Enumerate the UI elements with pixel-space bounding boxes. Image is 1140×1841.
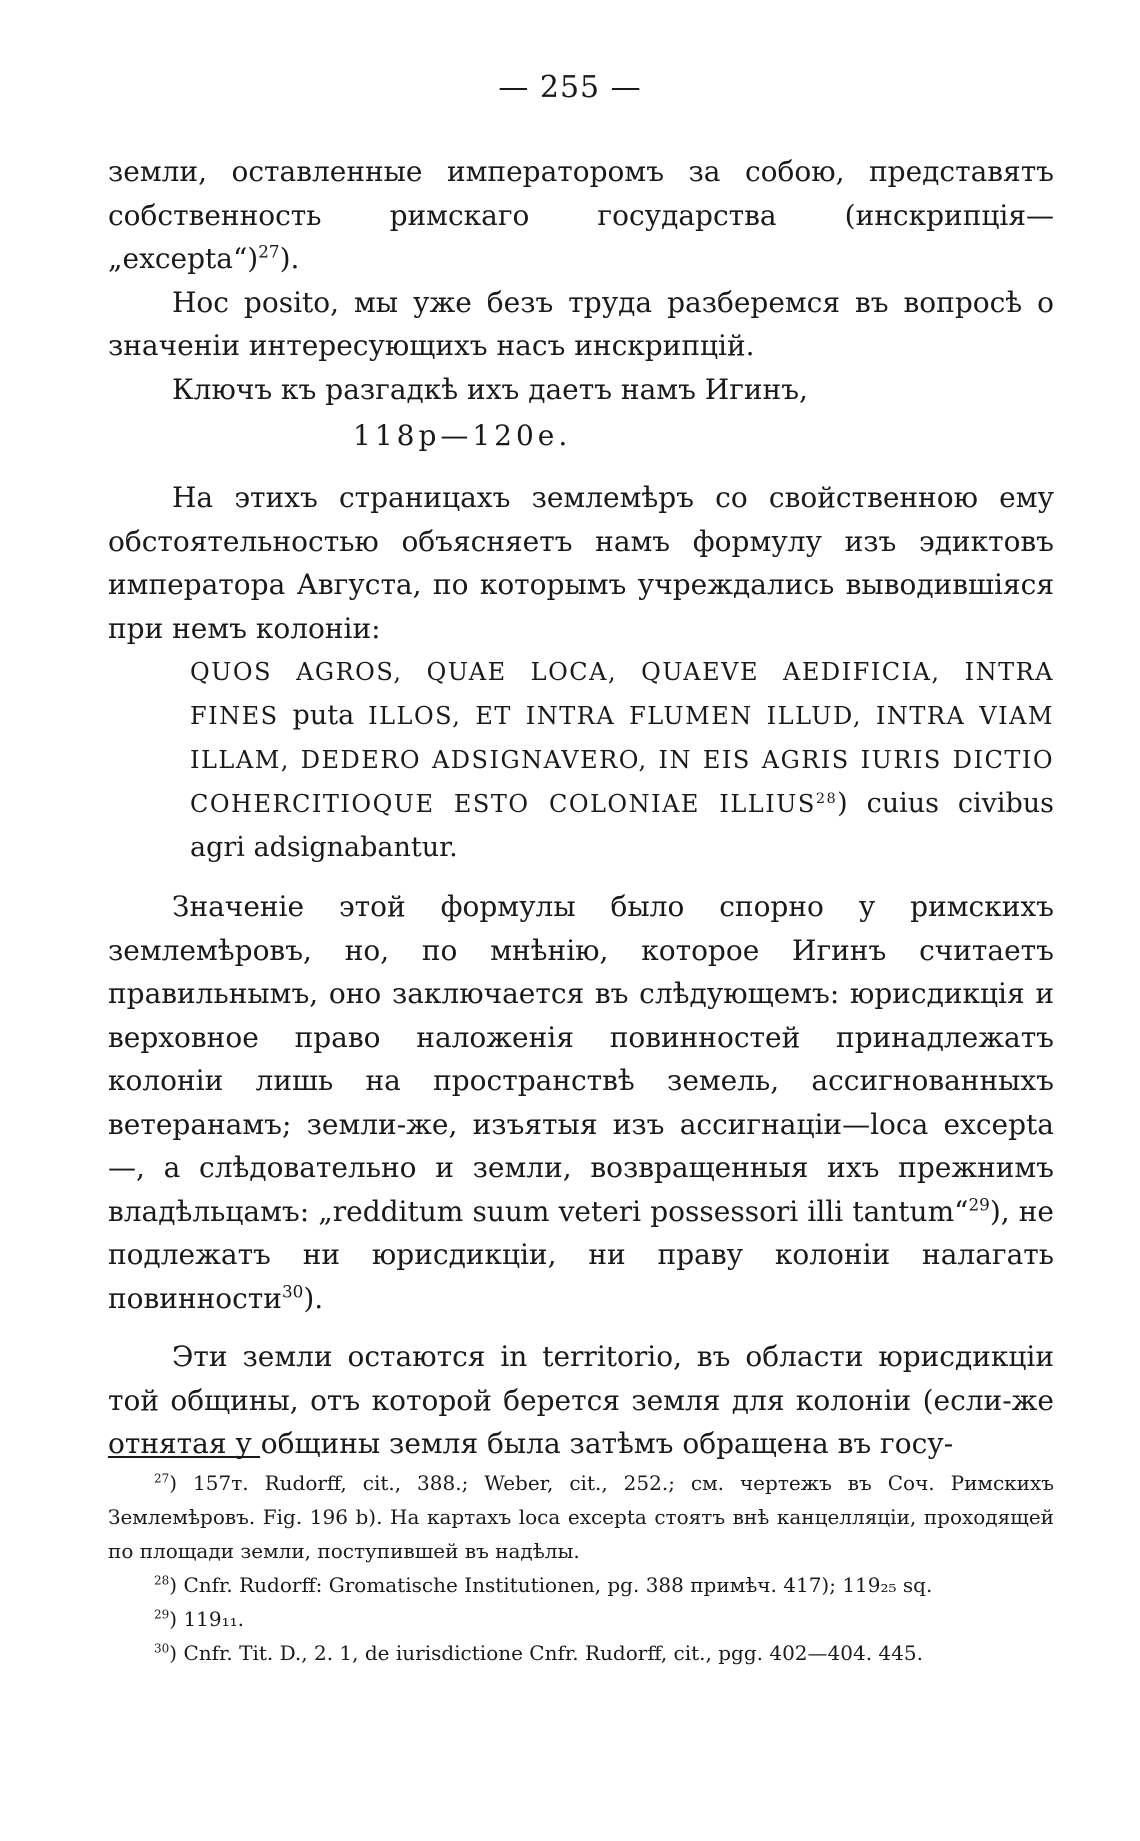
quote-text: ) cuius civibus agri adsignabantur. [190,788,1054,863]
footnote-text: ) Cnfr. Tit. D., 2. 1, de iurisdictione Cnfr. Rudorff, cit., pgg. 402—404. 445. [169,1641,923,1665]
paragraph [108,885,1054,1320]
footnote-number: 30 [154,1641,170,1656]
paragraph-text: ). [303,1281,324,1315]
footnote-number: 27 [154,1471,170,1486]
footnote-separator [108,1456,260,1458]
footnote-text: ) Cnfr. Rudorff: Gromatische Institutionen, pg. 388 примѣч. 417); 119₂₅ sq. [169,1573,933,1597]
footnote-text: ) 157т. Rudorff, cit., 388.; Weber, cit., 252.; см. чертежъ въ Соч. Римскихъ Землемѣровъ. Fig. 196 b). На картахъ loca excepta стоятъ внѣ канцелляціи, проходящей по площади земли, поступившей въ надѣлы. [108,1471,1054,1563]
paragraph: Эти земли остаются in territorio, въ области юрисдикціи той общины, отъ которой берется земля для колоніи (если-же отнятая у общины земля была затѣмъ обращена въ госу- [108,1340,1054,1460]
paragraph: Ключъ къ разгадкѣ ихъ даетъ намъ Игинъ, [172,372,808,406]
paragraph-text: Значеніе этой формулы было спорно у римскихъ землемѣровъ, но, по мнѣнію, которое Игинъ считаетъ правильнымъ, оно заключается въ слѣдующемъ: юрисдикція и верховное право наложенія повинностей принадлежатъ колоніи лишь на пространствѣ земель, ассигнованныхъ ветеранамъ; земли-же, изъятыя изъ ассигнаціи—loca excepta—, а слѣдовательно и земли, возвращенныя ихъ прежнимъ владѣльцамъ: „redditum suum veteri possessori illi tantum“ [108,890,1054,1228]
quote-text: QUOS AGROS, QUAE LOCA, QUAEVE AEDIFICIA, INTRA FINES [190,658,1054,730]
paragraph-text: ). [279,242,300,275]
footnote-ref: 27 [258,241,280,262]
page-number: — 255 — [498,70,642,105]
quote-text: puta [292,700,355,731]
footnote-ref: 28 [815,791,838,807]
footnote-number: 29 [154,1607,170,1622]
main-text [108,150,1054,1466]
footnote [108,1568,1054,1602]
footnote-ref: 29 [968,1194,990,1215]
paragraph: На этихъ страницахъ землемѣръ со свойственною ему обстоятельностью объясняетъ намъ формулу изъ эдиктовъ императора Августа, по которымъ учреждались выводившіяся при немъ колоніи: [108,481,1054,645]
footnote-text: ) 119₁₁. [169,1607,245,1631]
footnotes [108,1466,1054,1670]
footnote [108,1636,1054,1670]
paragraph: Hoc posito, мы уже безъ труда разберемся въ вопросѣ о значеніи интересующихъ насъ инскрипцій. [108,285,1054,362]
footnote-ref: 30 [281,1281,304,1302]
footnote-number: 28 [154,1573,170,1588]
citation-reference: 118р—120е. [353,419,572,452]
footnote [108,1466,1054,1568]
paragraph-text: земли, оставленные императоромъ за собою, представятъ собственность римскаго государства (инскрипція—„excepta“) [108,155,1054,275]
paragraph-text: ), не подлежатъ ни юрисдикціи, ни праву колоніи налагать повинности [108,1194,1054,1315]
footnote [108,1602,1054,1636]
paragraph [108,150,1054,281]
edict-formula-quote [108,650,1054,870]
quote-text: ILLOS, ET INTRA FLUMEN ILLUD, INTRA VIAM ILLAM, DEDERO ADSIGNAVERO, IN EIS AGRIS IURIS DICTIO COHERCITIOQUE ESTO COLONIAE ILLIUS [190,702,1054,818]
